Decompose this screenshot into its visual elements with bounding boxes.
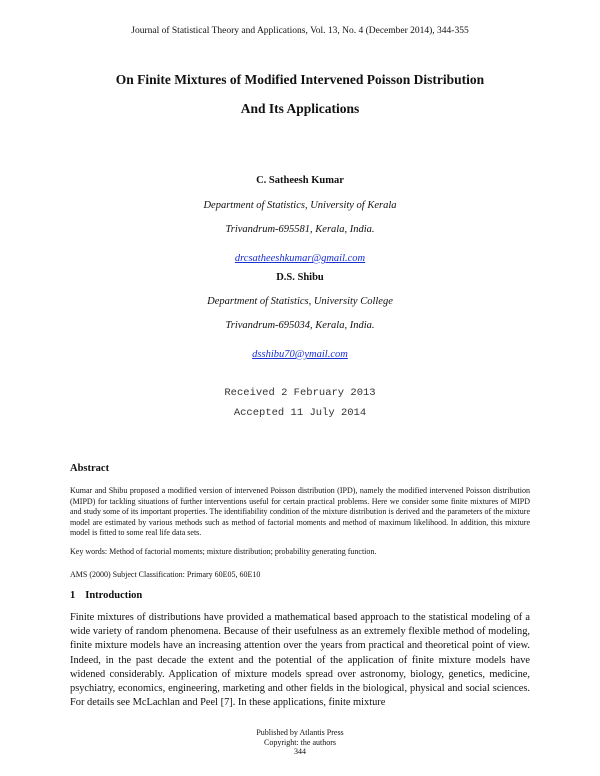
author-name-1: C. Satheesh Kumar	[256, 175, 344, 186]
abstract-text: Kumar and Shibu proposed a modified version of intervened Poisson distribution (IPD), namely the modified intervened Poisson distribution (MIPD) for tackling situations of further interventions useful for certain practical problems. Here we consider some finite mixtures of MIPD and study some of its important properties. The identifiability condition of the mixture distribution is derived and the parameters of the mixture model are estimated by various methods such as method of factorial moments and method of maximum likelihood. In addition, this mixture model is fitted to some real life data sets.	[70, 486, 530, 537]
section-title: Introduction	[85, 590, 143, 601]
author-department-2: Department of Statistics, University College	[207, 296, 393, 307]
author-address-1: Trivandrum-695581, Kerala, India.	[225, 224, 375, 235]
received-date: Received 2 February 2013	[224, 387, 376, 399]
keywords: Key words: Method of factorial moments; mixture distribution; probability generating function.	[70, 547, 377, 556]
abstract-heading: Abstract	[70, 463, 110, 474]
copyright-line: Copyright: the authors	[264, 737, 336, 747]
accepted-date: Accepted 11 July 2014	[233, 407, 367, 419]
section-heading	[70, 590, 142, 601]
page-footer	[0, 728, 600, 757]
journal-header: Journal of Statistical Theory and Applications, Vol. 13, No. 4 (December 2014), 344-355	[131, 26, 469, 36]
page-number: 344	[294, 747, 306, 756]
author-email-link-1[interactable]: drcsatheeshkumar@gmail.com	[234, 253, 366, 264]
author-name-2: D.S. Shibu	[276, 272, 324, 283]
author-address-2: Trivandrum-695034, Kerala, India.	[225, 320, 375, 331]
introduction-text: Finite mixtures of distributions have provided a mathematical based approach to the statistical modeling of a wide variety of random phenomena. Because of their usefulness as an extremely flexible method of modeling, finite mixture models have an increasing attention over the years from practical and theoretical point of view. Indeed, in the past decade the extent and the potential of the application of finite mixture models have widened considerably. Application of mixture models spread over astronomy, biology, genetics, medicine, psychiatry, economics, engineering, marketing and other fields in the biological, physical and social sciences. For details see McLachlan and Peel [7]. In these applications, finite mixture	[70, 612, 530, 709]
author-department-1: Department of Statistics, University of Kerala	[203, 200, 397, 211]
ams-classification: AMS (2000) Subject Classification: Primary 60E05, 60E10	[70, 570, 261, 579]
paper-title-line-2: And Its Applications	[240, 101, 360, 116]
publisher-line: Published by Atlantis Press	[256, 728, 344, 737]
author-email-link-2[interactable]: dsshibu70@ymail.com	[252, 349, 348, 360]
paper-title-line-1: On Finite Mixtures of Modified Intervened Poisson Distribution	[115, 72, 485, 87]
section-number: 1	[70, 590, 76, 601]
